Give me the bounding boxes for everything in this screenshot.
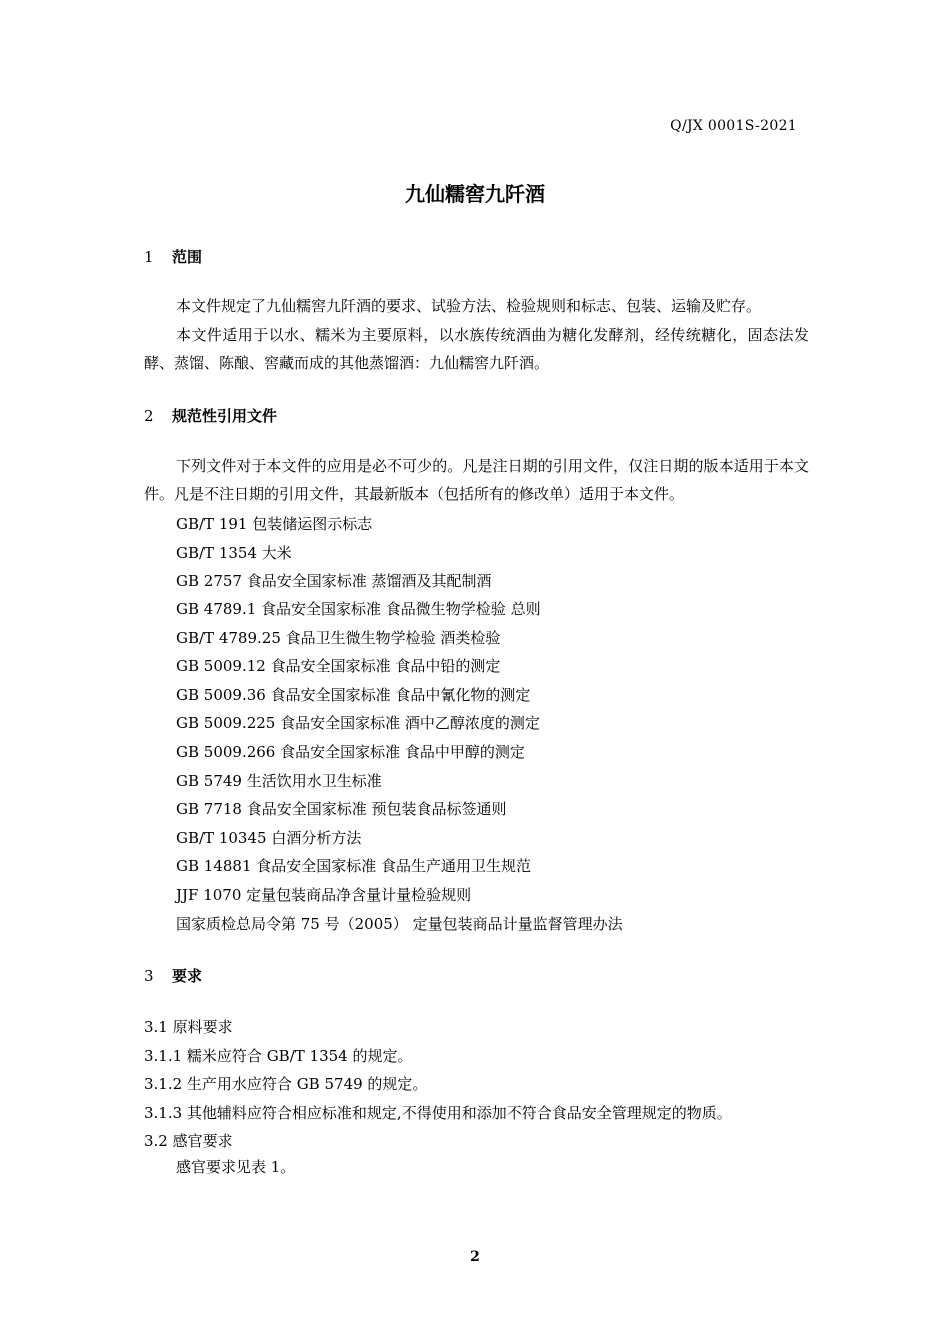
reference-item: 国家质检总局令第 75 号（2005） 定量包装商品计量监督管理办法 [176, 915, 623, 933]
reference-item: GB/T 10345 白酒分析方法 [176, 829, 362, 847]
page-number: 2 [470, 1249, 480, 1265]
reference-item: GB 5009.225 食品安全国家标准 酒中乙醇浓度的测定 [176, 714, 540, 732]
reference-item: GB 14881 食品安全国家标准 食品生产通用卫生规范 [176, 857, 532, 875]
reference-item: GB 5009.36 食品安全国家标准 食品中氰化物的测定 [176, 686, 531, 704]
document-title: 九仙糯窖九阡酒 [405, 182, 545, 206]
clause: 3.1.3 其他辅料应符合相应标准和规定,不得使用和添加不符合食品安全管理规定的物质。 [144, 1104, 732, 1122]
section-title: 范围 [172, 248, 203, 266]
reference-item: GB 7718 食品安全国家标准 预包装食品标签通则 [176, 800, 507, 818]
reference-item: GB/T 4789.25 食品卫生微生物学检验 酒类检验 [176, 629, 501, 647]
paragraph: 下列文件对于本文件的应用是必不可少的。凡是注日期的引用文件，仅注日期的版本适用于本文件。凡是不注日期的引用文件，其最新版本（包括所有的修改单）适用于本文件。 [144, 457, 809, 503]
reference-item: GB 2757 食品安全国家标准 蒸馏酒及其配制酒 [176, 572, 492, 590]
reference-item: GB 5009.266 食品安全国家标准 食品中甲醇的测定 [176, 743, 525, 761]
reference-item: GB/T 191 包装储运图示标志 [176, 515, 373, 533]
standard-number: Q/JX 0001S-2021 [670, 118, 797, 134]
section-number: 1 [144, 248, 154, 266]
section-number: 3 [144, 967, 154, 985]
section-title: 要求 [172, 967, 203, 985]
section-title: 规范性引用文件 [172, 407, 278, 425]
section-3-heading [144, 965, 202, 986]
subsection-heading: 3.2 感官要求 [144, 1132, 233, 1150]
section-2-heading [144, 405, 277, 426]
reference-item: GB 5749 生活饮用水卫生标准 [176, 772, 382, 790]
reference-item: GB/T 1354 大米 [176, 544, 292, 562]
paragraph: 本文件适用于以水、糯米为主要原料，以水族传统酒曲为糖化发酵剂，经传统糖化，固态法发酵、蒸馏、陈酿、窖藏而成的其他蒸馏酒：九仙糯窖九阡酒。 [144, 326, 809, 372]
paragraph: 感官要求见表 1。 [176, 1158, 296, 1176]
subsection-heading: 3.1 原料要求 [144, 1018, 233, 1036]
clause: 3.1.2 生产用水应符合 GB 5749 的规定。 [144, 1075, 428, 1093]
section-1-heading [144, 246, 202, 267]
section-number: 2 [144, 407, 154, 425]
reference-item: GB 4789.1 食品安全国家标准 食品微生物学检验 总则 [176, 600, 541, 618]
clause: 3.1.1 糯米应符合 GB/T 1354 的规定。 [144, 1047, 413, 1065]
reference-item: JJF 1070 定量包装商品净含量计量检验规则 [176, 886, 472, 904]
reference-item: GB 5009.12 食品安全国家标准 食品中铅的测定 [176, 657, 501, 675]
paragraph: 本文件规定了九仙糯窖九阡酒的要求、试验方法、检验规则和标志、包装、运输及贮存。 [176, 297, 762, 315]
